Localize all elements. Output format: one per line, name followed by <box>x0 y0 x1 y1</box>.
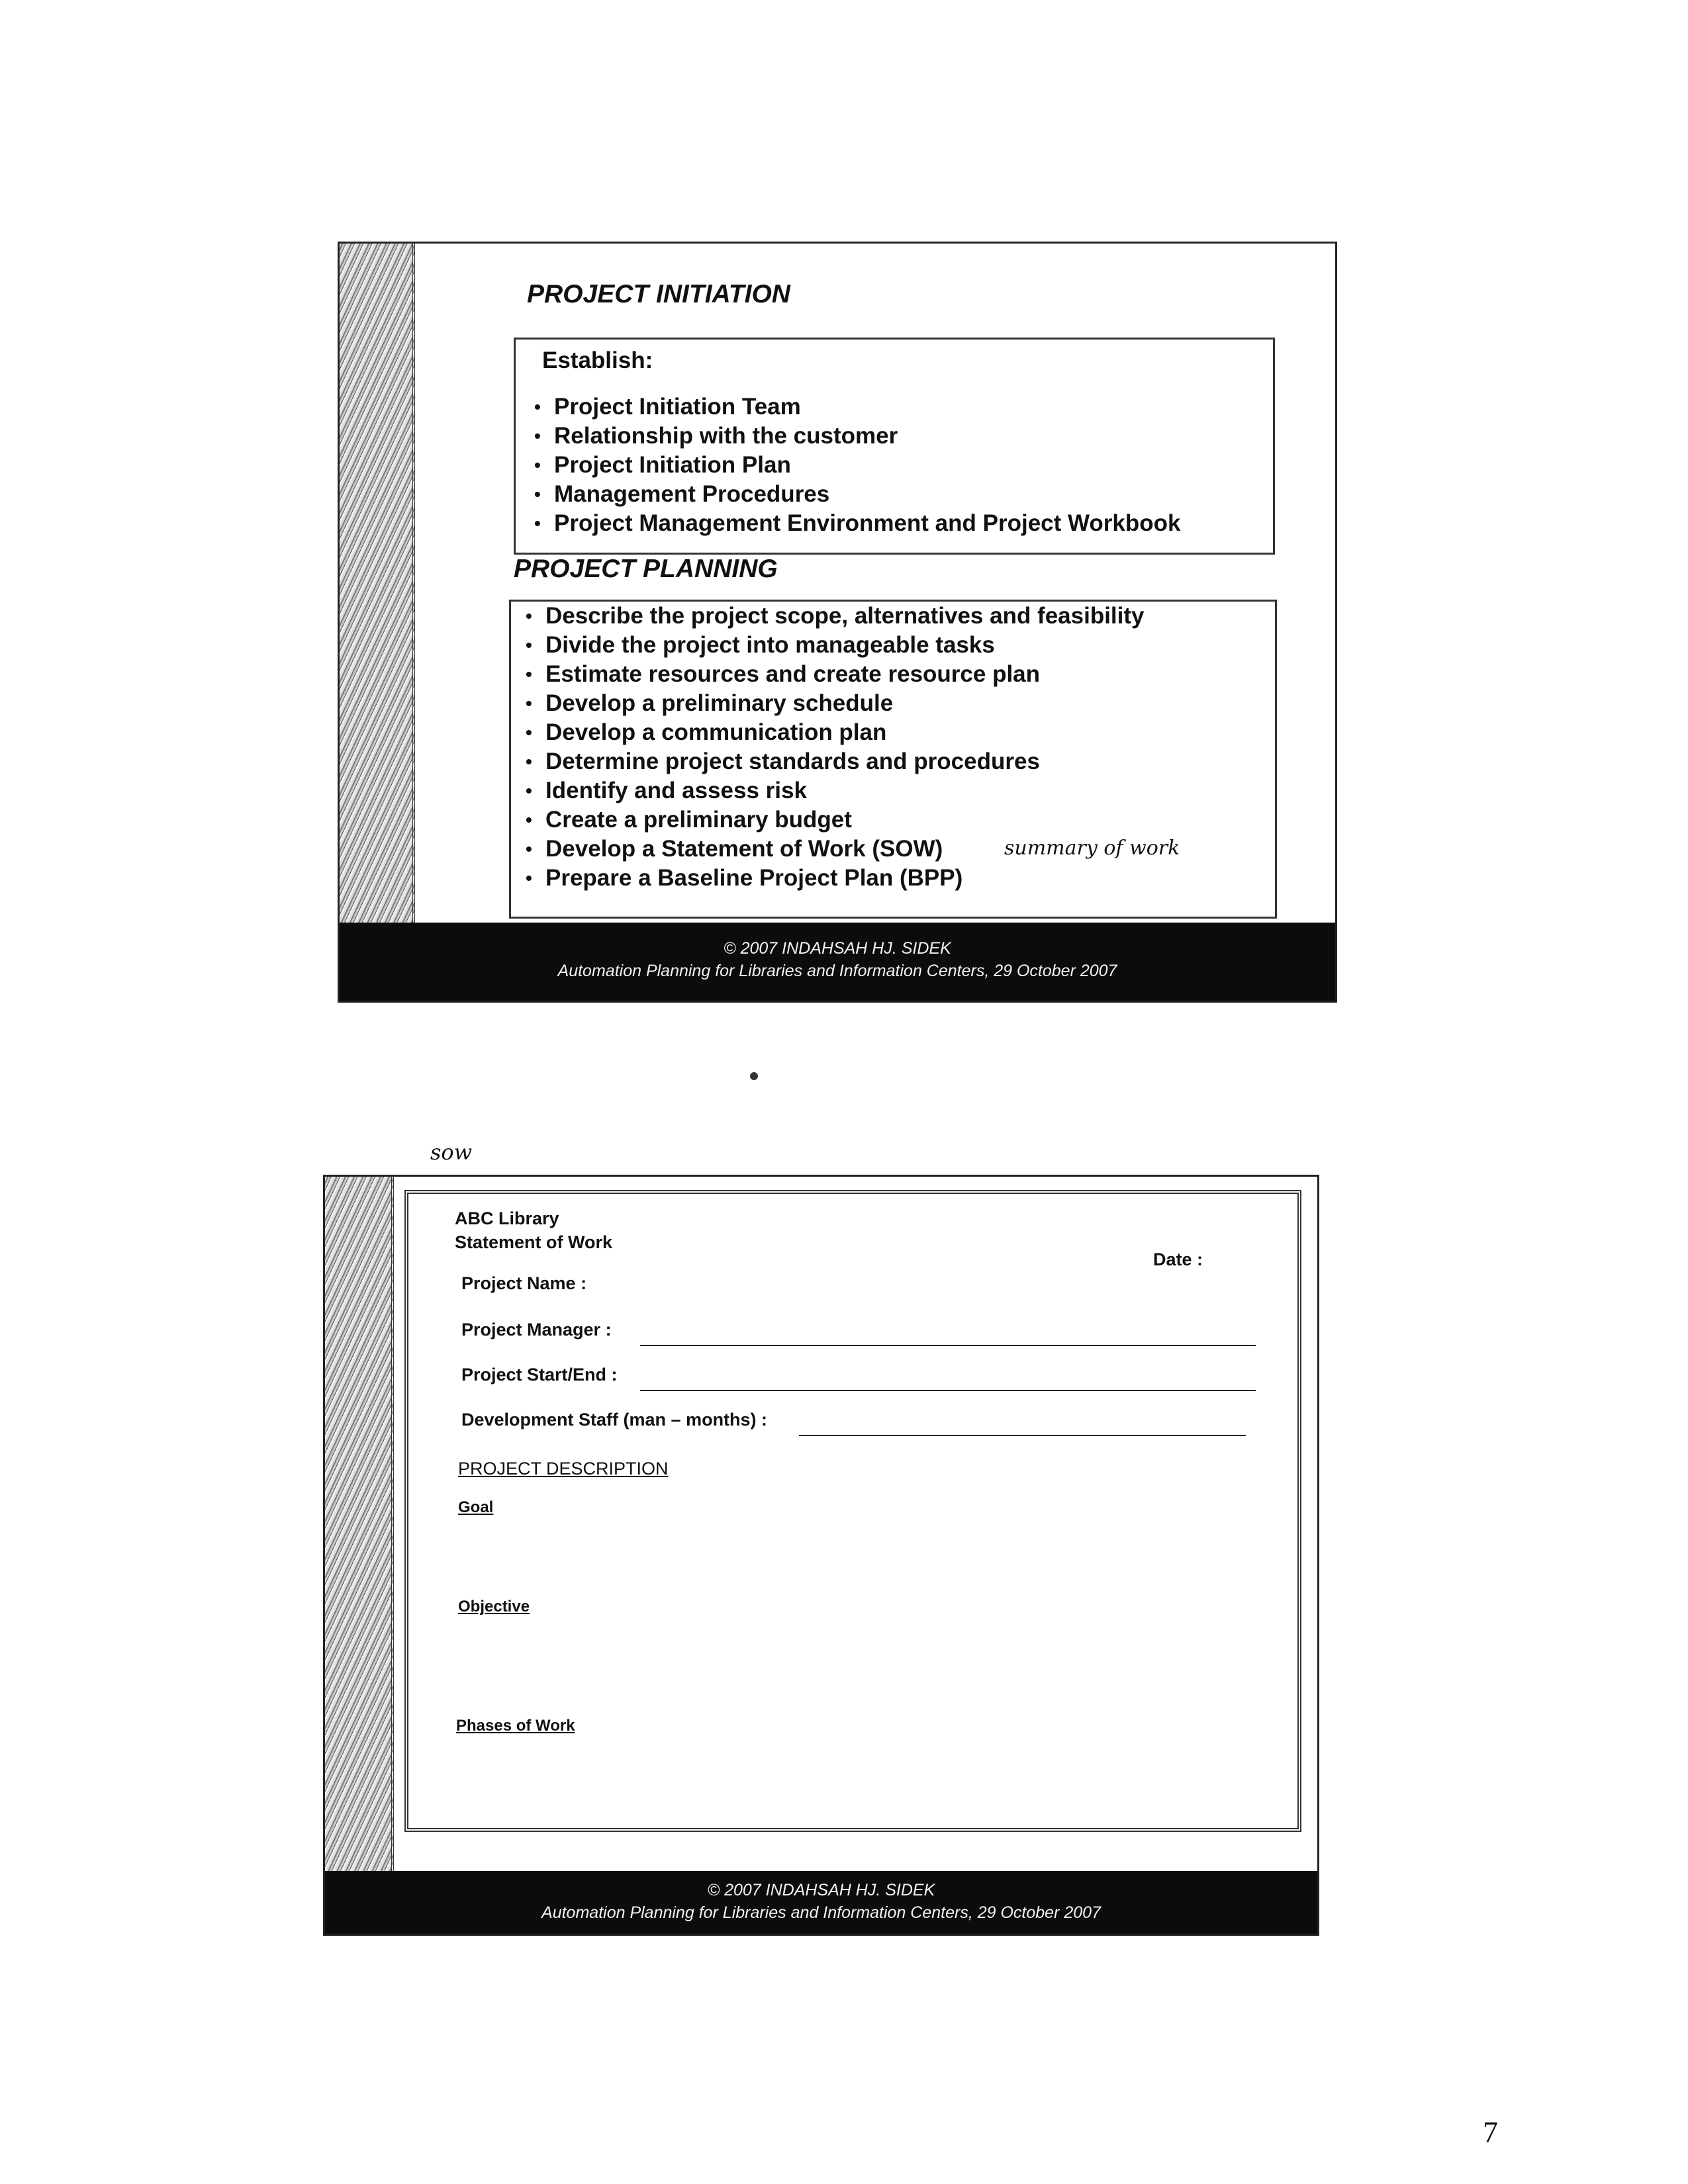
handwritten-annotation: summary of work <box>1004 837 1180 860</box>
dev-staff-label: Development Staff (man – months) : <box>461 1410 768 1430</box>
org-name: ABC Library <box>455 1208 559 1228</box>
planning-box <box>509 600 1277 919</box>
list-item: • Develop a communication plan <box>516 718 1145 747</box>
list-item: • Management Procedures <box>525 480 1180 509</box>
dev-staff-line <box>799 1435 1246 1436</box>
list-item: • Describe the project scope, alternatives and feasibility <box>516 602 1145 631</box>
list-item: • Divide the project into manageable tasks <box>516 631 1145 660</box>
project-name-label: Project Name : <box>461 1273 587 1293</box>
page-number: 7 <box>1483 2115 1498 2149</box>
list-item: • Determine project standards and procedures <box>516 747 1145 776</box>
slide-statement-of-work <box>323 1175 1319 1936</box>
footer-course: Automation Planning for Libraries and Information Centers, 29 October 2007 <box>541 1903 1101 1922</box>
phases-label: Phases of Work <box>456 1717 575 1735</box>
list-item: • Project Management Environment and Project Workbook <box>525 509 1180 538</box>
handwritten-sow: sow <box>430 1140 473 1165</box>
list-item: • Relationship with the customer <box>525 422 1180 451</box>
list-item: • Develop a preliminary schedule <box>516 689 1145 718</box>
list-item: • Create a preliminary budget <box>516 805 1145 835</box>
list-item: • Prepare a Baseline Project Plan (BPP) <box>516 864 1145 893</box>
project-start-end-line <box>640 1390 1256 1391</box>
scan-mark-dot <box>750 1072 758 1080</box>
initiation-list <box>525 392 1180 538</box>
project-manager-label: Project Manager : <box>461 1320 612 1340</box>
footer-copyright: © 2007 INDAHSAH HJ. SIDEK <box>707 1881 935 1899</box>
establish-label: Establish: <box>542 347 653 373</box>
doc-title: Statement of Work <box>455 1232 613 1252</box>
initiation-title: PROJECT INITIATION <box>527 280 790 308</box>
slide-footer <box>340 923 1335 1001</box>
objective-label: Objective <box>458 1598 530 1615</box>
project-start-end-label: Project Start/End : <box>461 1365 618 1385</box>
goal-label: Goal <box>458 1498 494 1516</box>
footer-copyright: © 2007 INDAHSAH HJ. SIDEK <box>724 939 951 958</box>
list-item: • Project Initiation Team <box>525 392 1180 422</box>
date-label: Date : <box>1153 1250 1203 1269</box>
slide-decorative-stripe <box>340 244 415 1001</box>
project-manager-line <box>640 1345 1256 1346</box>
sow-form-frame <box>404 1190 1301 1832</box>
list-item: • Identify and assess risk <box>516 776 1145 805</box>
slide-footer <box>325 1871 1317 1934</box>
initiation-box <box>514 338 1275 555</box>
project-description-heading: PROJECT DESCRIPTION <box>458 1459 669 1479</box>
footer-course: Automation Planning for Libraries and Information Centers, 29 October 2007 <box>557 962 1117 980</box>
slide-decorative-stripe <box>325 1177 394 1934</box>
planning-title: PROJECT PLANNING <box>514 555 778 583</box>
slide-project-initiation <box>338 242 1337 1003</box>
list-item: • Develop a Statement of Work (SOW) <box>516 835 1145 864</box>
list-item: • Estimate resources and create resource plan <box>516 660 1145 689</box>
list-item: • Project Initiation Plan <box>525 451 1180 480</box>
